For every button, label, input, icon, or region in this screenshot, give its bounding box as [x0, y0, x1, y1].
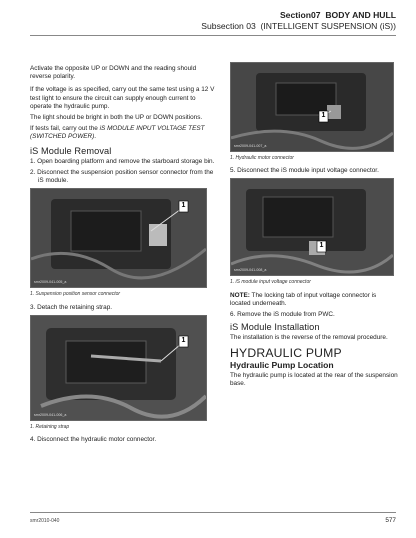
step-3: 3. Detach the retaining strap. — [30, 303, 113, 311]
heading-is-module-removal: iS Module Removal — [30, 145, 112, 156]
figure-caption: 1. Suspension position sensor connector — [30, 291, 121, 298]
photo-illustration — [231, 179, 393, 275]
note-text: The locking tab of input voltage connector is located underneath. — [230, 291, 377, 307]
cross-reference-link[interactable]: iS MODULE INPUT VOLTAGE TEST (SWITCHED POWER) — [30, 125, 205, 141]
figure-callout: 1 — [181, 202, 186, 210]
figure-code: smr2009-041-008_a — [234, 268, 267, 273]
photo-illustration — [31, 316, 206, 420]
note — [230, 292, 398, 308]
subsection-line — [201, 21, 396, 32]
figure-caption: 1. iS module input voltage connector — [230, 279, 311, 286]
left-column — [30, 65, 215, 447]
figure-photo-sensor-connector — [30, 188, 207, 288]
figure-caption: 1. Retaining strap — [30, 423, 70, 430]
note-label: NOTE: — [230, 291, 250, 299]
figure-code: smr2009-041-007_a — [234, 143, 267, 148]
figure-code: smr2009-041-006_a — [34, 412, 67, 417]
step-5: 5. Disconnect the iS module input voltage connector. — [230, 167, 379, 175]
paragraph: The hydraulic pump is located at the rear of the suspension base. — [230, 372, 398, 388]
document-code: smr2010-040 — [30, 518, 60, 524]
figure-photo-retaining-strap — [30, 315, 207, 421]
footer-rule — [30, 512, 396, 513]
page-header — [201, 10, 396, 32]
figure-photo-input-voltage-connector — [230, 178, 394, 276]
paragraph-text: If tests fail, carry out the — [30, 125, 100, 133]
section-title: BODY AND HULL — [325, 10, 396, 20]
header-rule — [30, 35, 396, 36]
section-number: 07 — [310, 10, 321, 20]
figure-caption: 1. Hydraulic motor connector — [230, 155, 294, 161]
section-prefix: Section — [279, 10, 311, 20]
paragraph: If the voltage is as specified, carry out the same test using a 12 V test light to ensure the circuit can supply enough current to operate the hydraulic pump. — [30, 86, 215, 110]
heading-hydraulic-pump: HYDRAULIC PUMP — [230, 345, 342, 360]
photo-illustration — [231, 63, 393, 151]
paragraph: Activate the opposite UP or DOWN and the reading should reverse polarity. — [30, 65, 197, 81]
heading-hydraulic-pump-location: Hydraulic Pump Location — [230, 359, 334, 370]
page-number: 577 — [385, 517, 396, 524]
right-column — [230, 62, 398, 393]
paragraph: The installation is the reverse of the removal procedure. — [230, 334, 388, 342]
figure-photo-hydraulic-motor-connector — [230, 62, 394, 152]
step-6: 6. Remove the iS module from PWC. — [230, 311, 335, 319]
step-1: 1. Open boarding platform and remove the starboard storage bin. — [30, 157, 215, 165]
heading-is-module-installation: iS Module Installation — [230, 322, 320, 333]
figure-callout: 1 — [319, 242, 324, 250]
paragraph — [30, 125, 215, 141]
section-line — [201, 10, 396, 21]
figure-code: smr2009-041-005_a — [34, 280, 67, 285]
paragraph: The light should be bright in both the UP or DOWN positions. — [30, 114, 203, 122]
step-4: 4. Disconnect the hydraulic motor connector. — [30, 436, 157, 444]
paragraph-end: . — [94, 133, 97, 141]
figure-callout: 1 — [181, 336, 186, 344]
subsection-label: Subsection 03 — [201, 21, 256, 31]
step-2: 2. Disconnect the suspension position sensor connector from the iS module. — [30, 169, 214, 185]
figure-callout: 1 — [321, 112, 326, 119]
subsection-title: (INTELLIGENT SUSPENSION (iS)) — [260, 21, 396, 31]
